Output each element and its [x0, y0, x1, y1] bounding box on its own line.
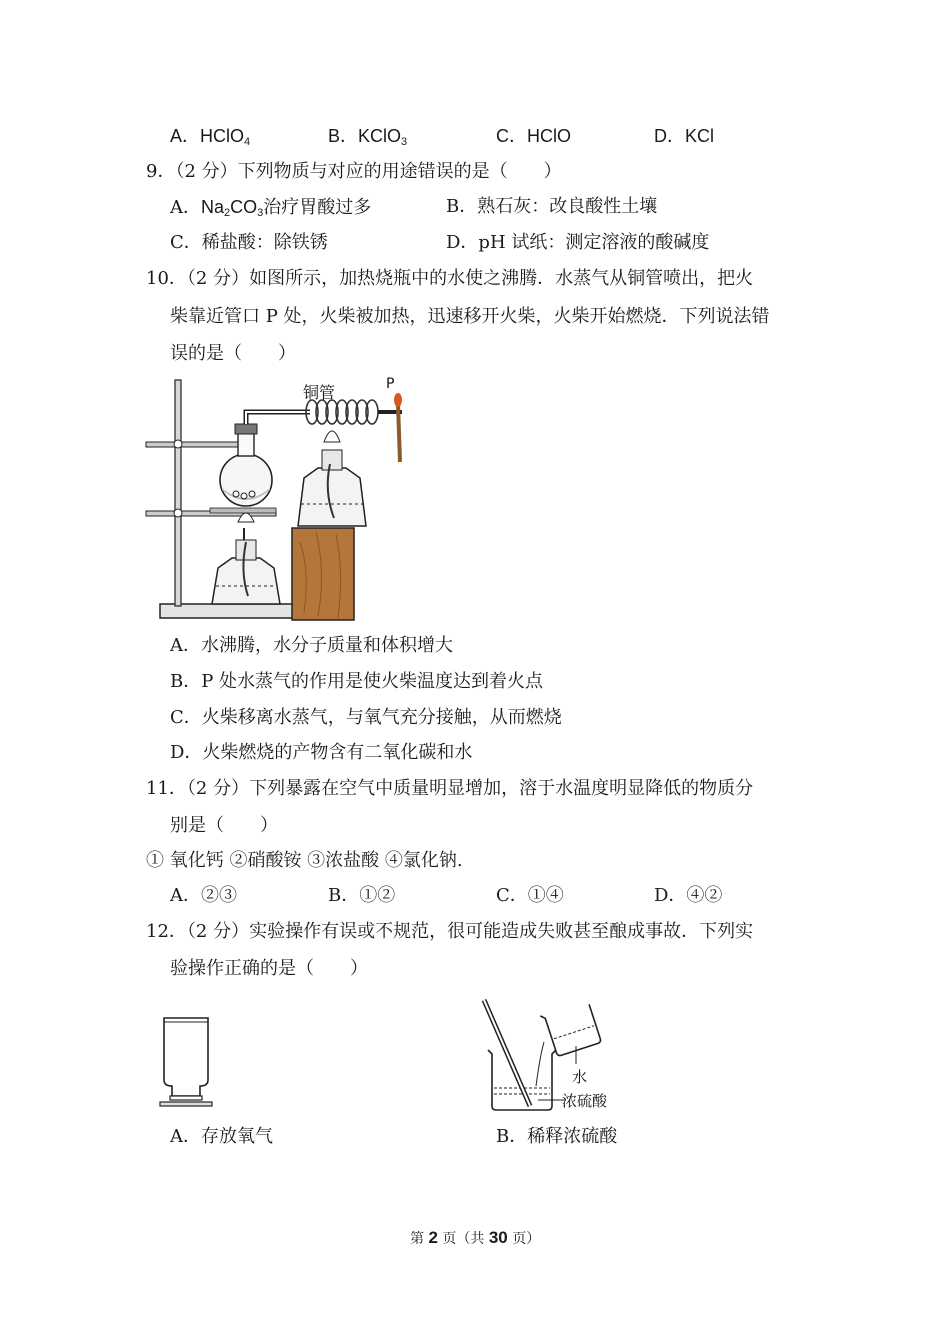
q10-option-b: B．P 处水蒸气的作用是使火柴温度达到着火点	[170, 671, 544, 692]
q12-option-a: A．存放氧气	[170, 1126, 273, 1147]
q11-items: ① 氧化钙 ②硝酸铵 ③浓盐酸 ④氯化钠.	[146, 850, 463, 871]
q10-stem-line2: 柴靠近管口 P 处，火柴被加热，迅速移开火柴，火柴开始燃烧．下列说法错	[170, 306, 770, 327]
q10-option-c: C．火柴移离水蒸气，与氧气充分接触，从而燃烧	[170, 707, 562, 728]
wire-gauze	[210, 508, 276, 513]
footer-page-number: 2	[428, 1228, 438, 1247]
q10-stem-line3: 误的是（ ）	[170, 343, 296, 364]
q10-apparatus-figure	[140, 372, 410, 624]
footer-pre: 第	[410, 1231, 424, 1247]
q9-option-d: D．pH 试纸：测定溶液的酸碱度	[446, 232, 710, 253]
wooden-block	[292, 528, 354, 620]
q11-stem-line2: 别是（ ）	[170, 815, 278, 836]
copper-tube-label: 铜管	[303, 383, 336, 402]
lower-alcohol-lamp	[212, 528, 280, 604]
point-p-label: P	[386, 376, 395, 392]
footer-post: 页）	[512, 1231, 541, 1247]
q8-option-c: C．HClO	[496, 126, 571, 146]
stand-rod	[175, 380, 181, 606]
match-head	[394, 393, 402, 407]
pouring-beaker	[540, 1000, 601, 1057]
q12-stem-line2: 验操作正确的是（ ）	[170, 958, 368, 979]
copper-coil	[306, 400, 378, 424]
q11-option-c: C．①④	[496, 885, 564, 906]
q10-option-a: A．水沸腾，水分子质量和体积增大	[170, 635, 453, 656]
q11-option-d: D．④②	[654, 885, 723, 906]
q8-option-d: D．KCl	[654, 126, 715, 146]
q8-option-a: A．HClO$_4$	[170, 126, 251, 148]
q11-stem-line1: 11．（2 分）下列暴露在空气中质量明显增加，溶于水温度明显降低的物质分	[146, 778, 754, 799]
q12-stem-line1: 12．（2 分）实验操作有误或不规范，很可能造成失败甚至酿成事故．下列实	[146, 921, 754, 942]
water-label: 水	[572, 1068, 588, 1086]
footer-mid: 页（共	[442, 1231, 485, 1247]
match-stick	[398, 404, 400, 462]
acid-label: 浓硫酸	[562, 1092, 608, 1110]
page-footer	[410, 1228, 540, 1248]
stopper	[235, 424, 257, 434]
q9-stem: 9．（2 分）下列物质与对应的用途错误的是（ ）	[146, 161, 562, 182]
upper-alcohol-lamp	[298, 431, 366, 526]
q11-option-b: B．①②	[328, 885, 396, 906]
q9-option-a: A．$Na_2CO_3$治疗胃酸过多	[170, 197, 372, 219]
q10-option-d: D．火柴燃烧的产物含有二氧化碳和水	[170, 742, 473, 763]
q12-figure-b-dilution	[478, 996, 628, 1116]
q12-figure-a-gas-jar	[158, 1014, 214, 1110]
upper-clamp	[146, 442, 246, 447]
q12-option-b: B．稀释浓硫酸	[496, 1126, 618, 1147]
beaker	[488, 1050, 556, 1110]
q10-stem-line1: 10．（2 分）如图所示，加热烧瓶中的水使之沸腾．水蒸气从铜管喷出，把火	[146, 268, 754, 289]
q9-option-c: C．稀盐酸：除铁锈	[170, 232, 328, 253]
q9-option-b: B．熟石灰：改良酸性土壤	[446, 196, 658, 217]
footer-total-pages: 30	[488, 1228, 508, 1247]
q11-option-a: A．②③	[170, 885, 237, 906]
q8-option-b: B．KClO$_3$	[328, 126, 408, 148]
